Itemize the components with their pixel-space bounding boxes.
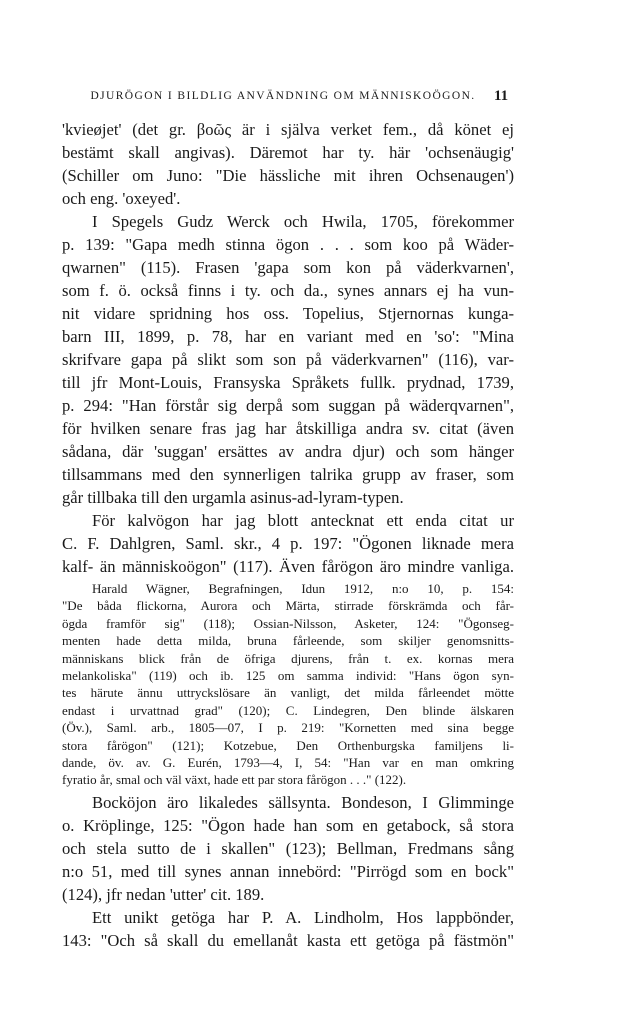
text-line: nit vidare spridning hos oss. Topelius, Stjernornas kunga- [62, 304, 514, 323]
text-line: stora fårögon" (121); Kotzebue, Den Orthenburgska familjens li- [62, 737, 514, 753]
text-line: (124), jfr nedan 'utter' cit. 189. [62, 884, 265, 904]
text-line: 'kvieøjet' (det gr. βοῶς är i själva verket fem., då könet ej [62, 120, 514, 139]
text-line: tillsammans med den synnerligen talrika grupp av fraser, som [62, 465, 514, 484]
text-line: melankoliska" (119) och ib. 125 om samma individ: "Hans ögon syn- [62, 667, 514, 683]
text-line: (Schiller om Juno: "Die hässliche mit ihren Ochsenaugen') [62, 166, 514, 185]
text-line: barn III, 1899, p. 78, har en variant med en 'so': "Mina [62, 327, 514, 346]
text-line: för hvilken senare fras jag har åtskilliga andra sv. citat (även [62, 419, 514, 438]
text-line: fyratio år, smal och väl växt, hade ett par stora fårögon . . ." (122). [62, 772, 407, 788]
text-line: människans blick från de öfriga djurens, från t. ex. kornas mera [62, 650, 514, 666]
text-line: och stela sutto de i skallen" (123); Bellman, Fredmans sång [62, 838, 514, 858]
page-body [62, 118, 514, 952]
text-line: C. F. Dahlgren, Saml. skr., 4 p. 197: "Ögonen liknade mera [62, 534, 514, 553]
text-line: I Spegels Gudz Werck och Hwila, 1705, förekommer [92, 212, 514, 231]
running-title: DJURÖGON I BILDLIG ANVÄNDNING OM MÄNNISKOÖGON. [90, 90, 476, 102]
text-line: endast i urvattnad grad" (120); C. Lindegren, Den blinde älskaren [62, 702, 514, 718]
text-line: o. Kröplinge, 125: "Ögon hade han som en getabock, så stora [62, 815, 514, 835]
text-line: qwarnen" (115). Frasen 'gapa som kon på väderkvarnen', [62, 258, 514, 277]
text-line: "De båda flickorna, Aurora och Märta, stirrade förskrämda och får- [62, 598, 514, 614]
text-line: Bocköjon äro likaledes sällsynta. Bondeson, I Glimminge [92, 792, 514, 812]
text-line: dande, öv. av. G. Eurén, 1793—4, I, 54: "Han var en man omkring [62, 754, 514, 770]
text-line: bestämt skall angivas). Däremot har ty. här 'ochsenäugig' [62, 143, 514, 162]
text-line: kalf- än människoögon" (117). Även fårögon äro mindre vanliga. [62, 557, 514, 576]
text-line: tes härute ännu uttryckslösare än vanligt, det milda fårleendet mötte [62, 685, 514, 701]
quotation-block [62, 580, 514, 789]
text-line: p. 139: "Gapa medh stinna ögon . . . som koo på Wäder- [62, 235, 514, 254]
text-line: p. 294: "Han förstår sig derpå som suggan på wäderqvarnen", [62, 396, 514, 415]
text-line: (Öv.), Saml. arb., 1805—07, I p. 219: "Kornetten med sina begge [62, 720, 514, 736]
text-line: går tillbaka till den urgamla asinus-ad-lyram-typen. [62, 488, 404, 507]
text-line: n:o 51, med till synes annan innebörd: "Pirrögd som en bock" [62, 861, 514, 881]
text-line: till jfr Mont-Louis, Fransyska Språkets fullk. prydnad, 1739, [62, 373, 514, 392]
text-line: ögda framför sig" (118); Ossian-Nilsson, Asketer, 124: "Ögonseg- [62, 615, 514, 631]
text-line: sådana, där 'suggan' ersättes av andra djur) och som hänger [62, 442, 514, 461]
text-line: skrifvare gapa på slikt som son på väderkvarnen" (116), var- [62, 350, 514, 369]
text-line: Harald Wägner, Begrafningen, Idun 1912, n:o 10, p. 154: [92, 581, 514, 596]
text-line: Ett unikt getöga har P. A. Lindholm, Hos lappbönder, [92, 907, 514, 927]
text-line: För kalvögon har jag blott antecknat ett enda citat ur [92, 511, 514, 530]
text-line: och eng. 'oxeyed'. [62, 189, 181, 208]
page-number: 11 [494, 88, 509, 104]
main-text [62, 118, 514, 578]
text-line: menten hade detta milda, bruna fårleende, som skiljer genomsnitts- [62, 633, 514, 649]
continued-text [62, 791, 514, 952]
text-line: 143: "Och så skall du emellanåt kasta ett getöga på fästmön" [62, 930, 514, 950]
text-line: som f. ö. också finns i ty. och da., synes annars ej ha vun- [62, 281, 514, 300]
